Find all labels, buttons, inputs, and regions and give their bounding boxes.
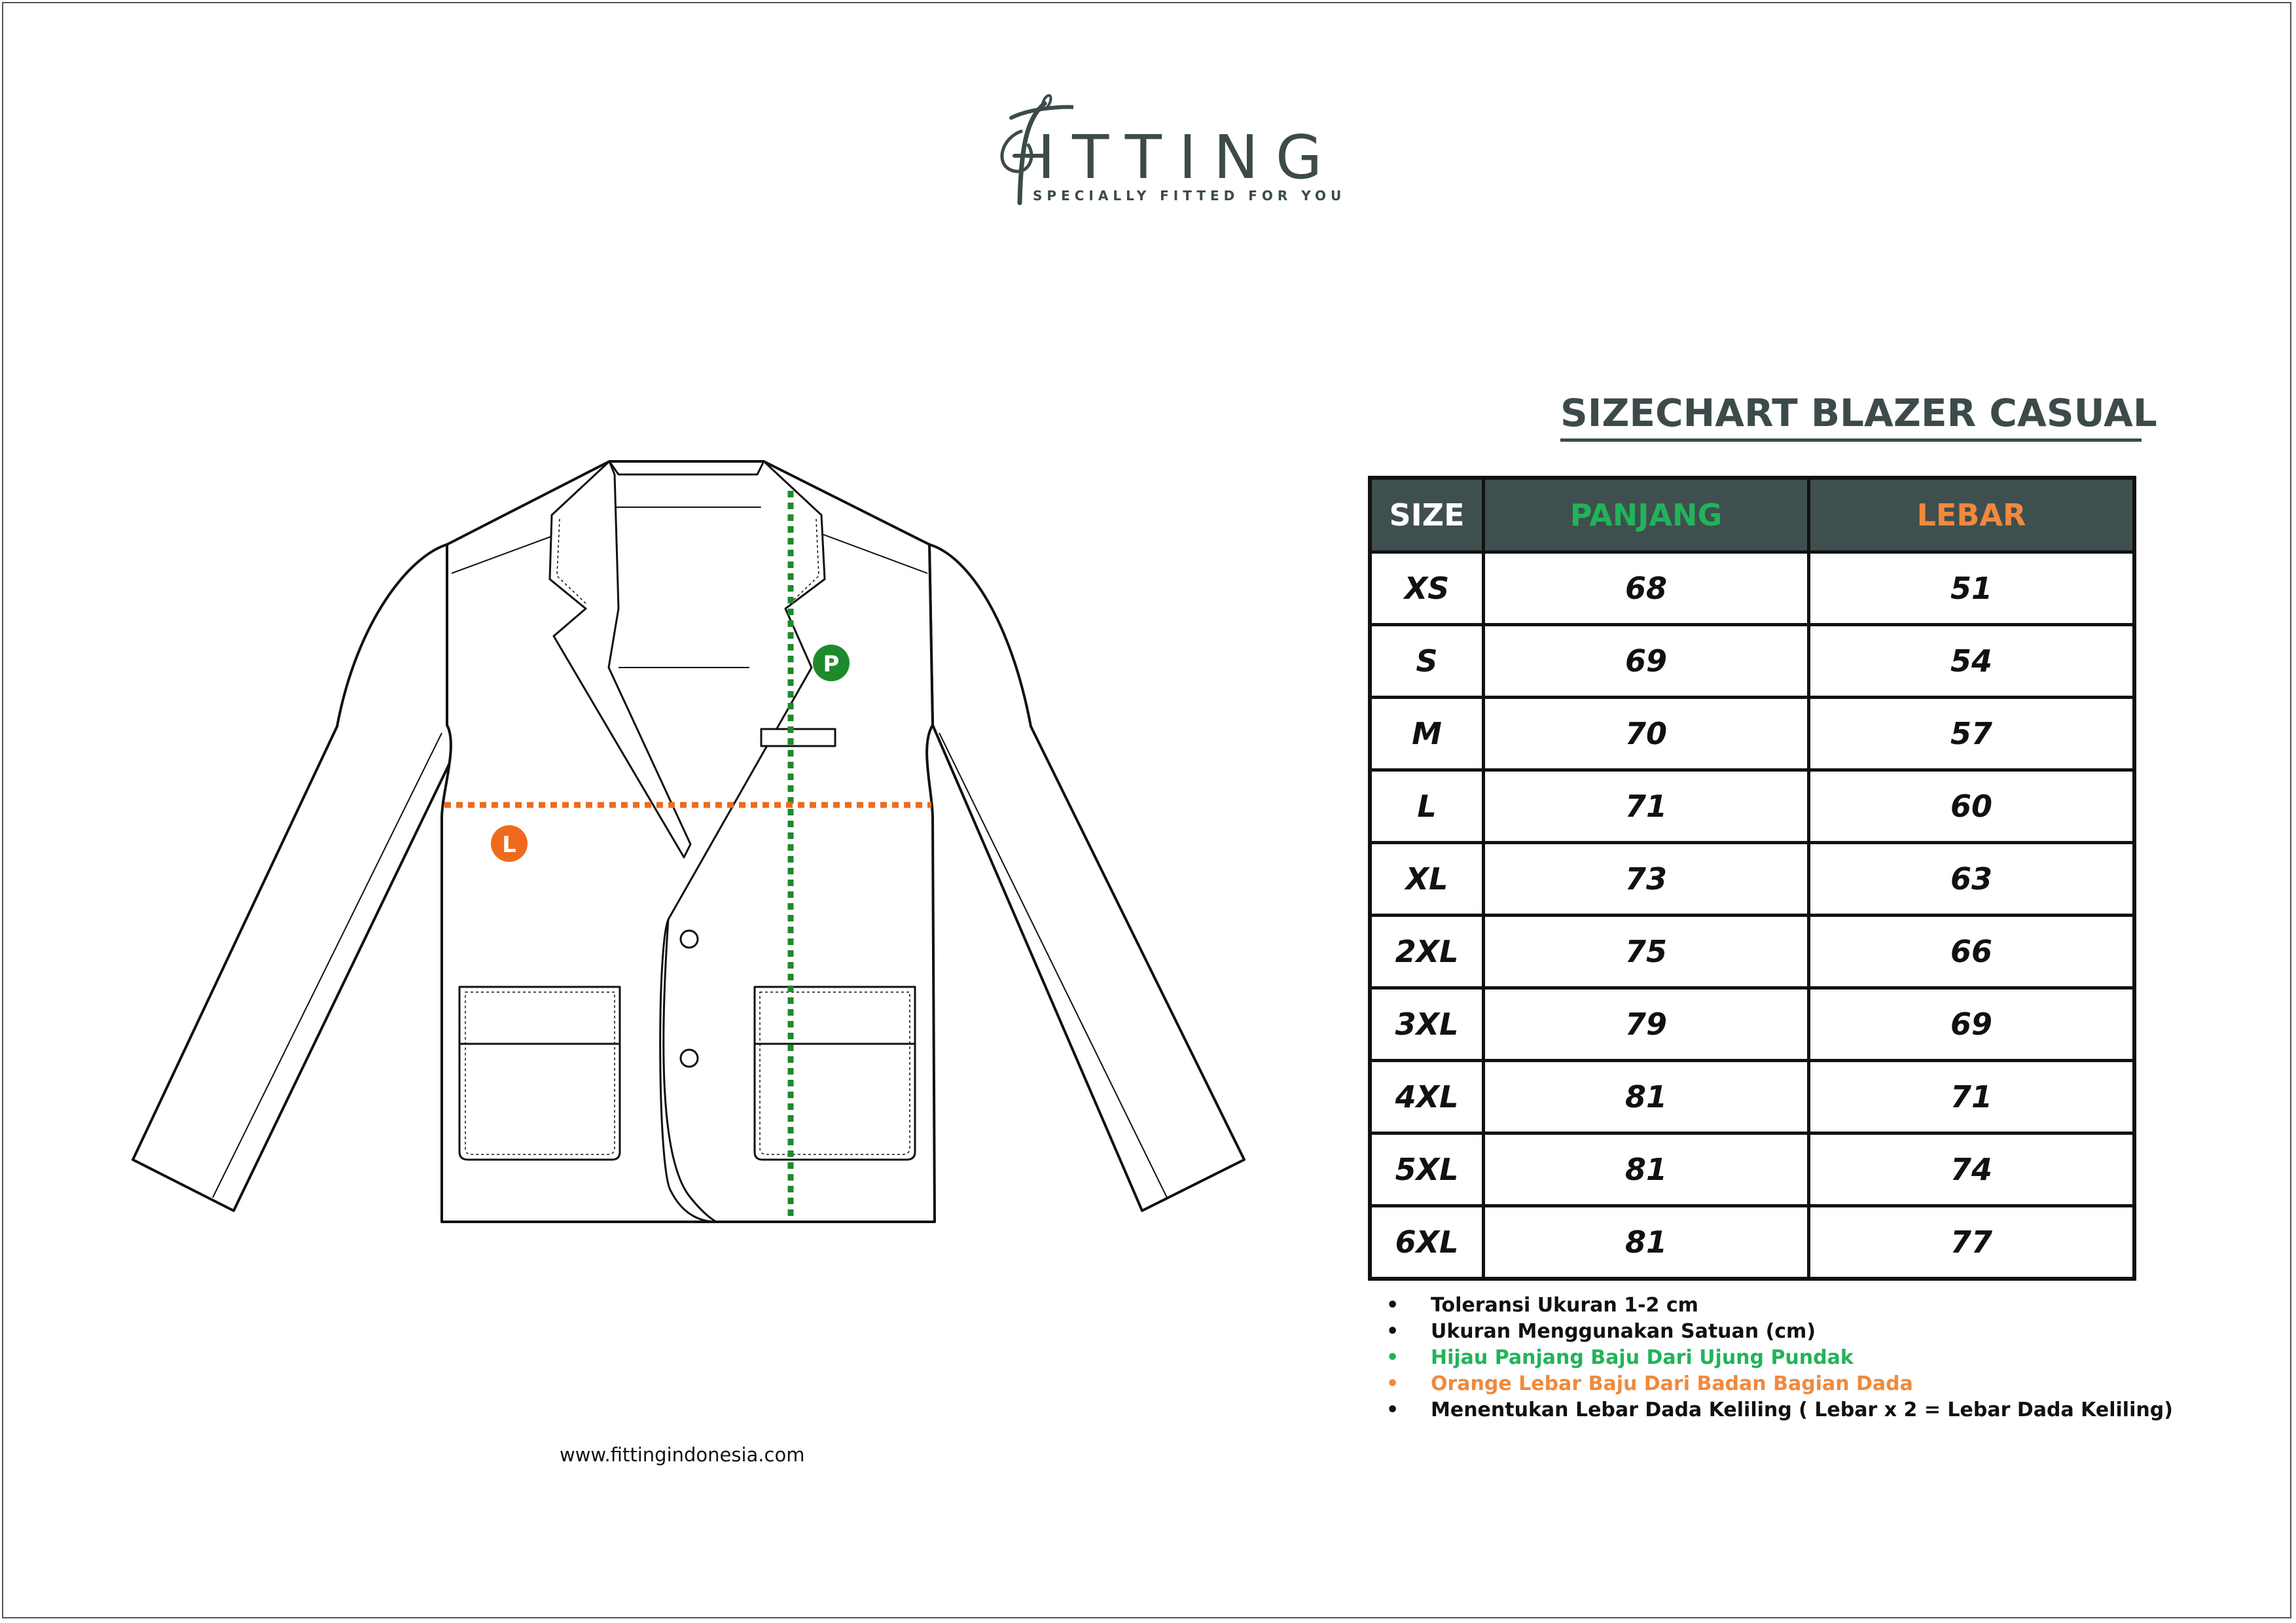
header-size: SIZE bbox=[1370, 478, 1484, 552]
panjang-cell: 81 bbox=[1484, 1133, 1809, 1206]
panjang-cell: 79 bbox=[1484, 988, 1809, 1061]
note-item: • Orange Lebar Baju Dari Badan Bagian Dada bbox=[1386, 1371, 2173, 1397]
logo-wordmark: ITTING bbox=[1037, 122, 1340, 192]
note-item: • Toleransi Ukuran 1-2 cm bbox=[1386, 1293, 2173, 1319]
table-row bbox=[1370, 770, 2134, 843]
note-item: • Hijau Panjang Baju Dari Ujung Pundak bbox=[1386, 1345, 2173, 1371]
header-lebar: LEBAR bbox=[1809, 478, 2135, 552]
panjang-cell: 71 bbox=[1484, 770, 1809, 843]
size-cell: 2XL bbox=[1370, 916, 1484, 988]
note-item: • Menentukan Lebar Dada Keliling ( Lebar x 2 = Lebar Dada Keliling) bbox=[1386, 1397, 2173, 1423]
panjang-badge-label: P bbox=[823, 651, 840, 677]
table-row bbox=[1370, 1061, 2134, 1133]
lebar-cell: 60 bbox=[1809, 770, 2135, 843]
panjang-cell: 73 bbox=[1484, 843, 1809, 916]
size-cell: XL bbox=[1370, 843, 1484, 916]
panjang-cell: 69 bbox=[1484, 625, 1809, 698]
lebar-cell: 51 bbox=[1809, 552, 2135, 625]
panjang-cell: 70 bbox=[1484, 698, 1809, 770]
lebar-badge-label: L bbox=[502, 832, 516, 858]
chart-title: SIZECHART BLAZER CASUAL bbox=[1560, 393, 2142, 442]
size-table bbox=[1368, 476, 2136, 1281]
panjang-cell: 81 bbox=[1484, 1206, 1809, 1279]
brand-logo bbox=[982, 92, 1346, 216]
header-panjang: PANJANG bbox=[1484, 478, 1809, 552]
right-pocket bbox=[755, 987, 915, 1160]
notes-list bbox=[1386, 1293, 2173, 1423]
size-cell: L bbox=[1370, 770, 1484, 843]
left-pocket bbox=[459, 987, 620, 1160]
size-cell: 3XL bbox=[1370, 988, 1484, 1061]
button-2 bbox=[681, 1050, 698, 1067]
size-cell: 6XL bbox=[1370, 1206, 1484, 1279]
lebar-cell: 66 bbox=[1809, 916, 2135, 988]
panjang-cell: 81 bbox=[1484, 1061, 1809, 1133]
size-cell: 4XL bbox=[1370, 1061, 1484, 1133]
panjang-cell: 68 bbox=[1484, 552, 1809, 625]
breast-pocket bbox=[761, 729, 835, 746]
size-cell: M bbox=[1370, 698, 1484, 770]
table-row bbox=[1370, 1206, 2134, 1279]
table-row bbox=[1370, 916, 2134, 988]
size-cell: XS bbox=[1370, 552, 1484, 625]
lebar-cell: 57 bbox=[1809, 698, 2135, 770]
size-cell: S bbox=[1370, 625, 1484, 698]
table-row bbox=[1370, 843, 2134, 916]
table-row bbox=[1370, 988, 2134, 1061]
panjang-cell: 75 bbox=[1484, 916, 1809, 988]
button-1 bbox=[681, 931, 698, 948]
table-row bbox=[1370, 552, 2134, 625]
lebar-cell: 74 bbox=[1809, 1133, 2135, 1206]
left-sleeve bbox=[133, 544, 468, 1211]
logo-tagline: SPECIALLY FITTED FOR YOU bbox=[1033, 188, 1346, 204]
lebar-cell: 54 bbox=[1809, 625, 2135, 698]
note-item: • Ukuran Menggunakan Satuan (cm) bbox=[1386, 1319, 2173, 1345]
blazer-diagram bbox=[128, 452, 1253, 1237]
lebar-cell: 71 bbox=[1809, 1061, 2135, 1133]
table-row bbox=[1370, 698, 2134, 770]
size-cell: 5XL bbox=[1370, 1133, 1484, 1206]
table-header-row bbox=[1370, 478, 2134, 552]
lebar-cell: 63 bbox=[1809, 843, 2135, 916]
lebar-cell: 69 bbox=[1809, 988, 2135, 1061]
website-url: www.fittingindonesia.com bbox=[560, 1444, 805, 1466]
table-row bbox=[1370, 625, 2134, 698]
table-row bbox=[1370, 1133, 2134, 1206]
right-sleeve bbox=[929, 544, 1244, 1211]
lebar-cell: 77 bbox=[1809, 1206, 2135, 1279]
